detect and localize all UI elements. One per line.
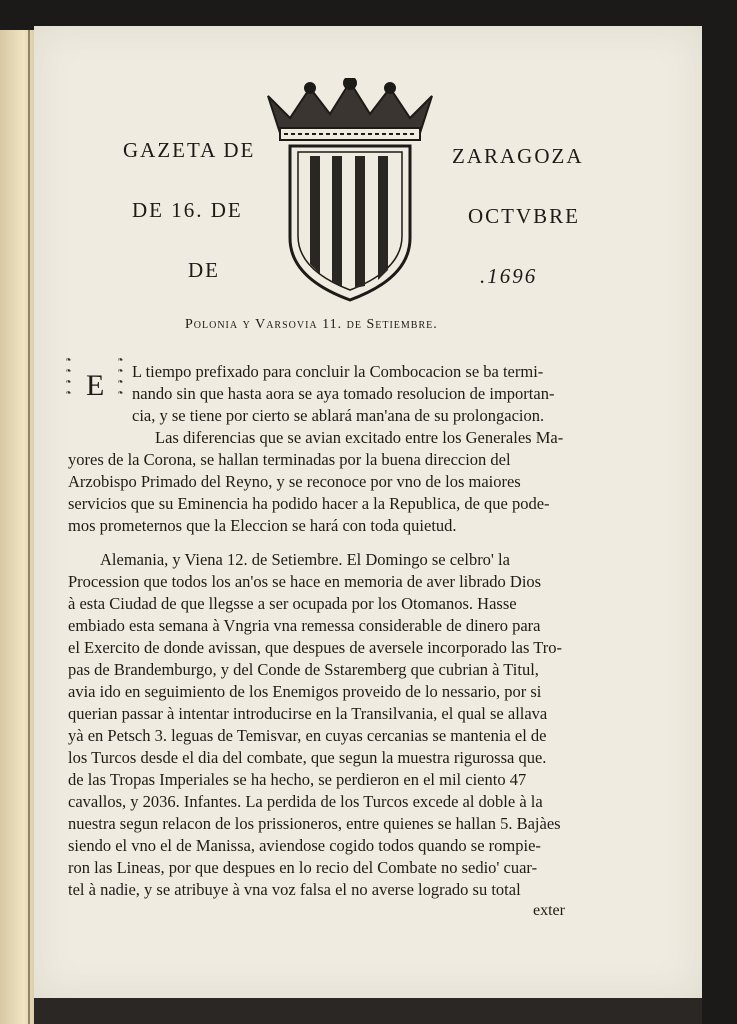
text-line: Procession que todos los an'os se hace en memoria de aver librado Dios <box>68 572 542 591</box>
shield-outline <box>290 146 410 300</box>
text-line: nando sin que hasta aora se aya tomado resolucion de importan- <box>132 384 555 403</box>
page-bottom-edge <box>34 998 702 1024</box>
header-gazeta: GAZETA DE <box>123 138 256 162</box>
text-line: cavallos, y 2036. Infantes. La perdida de los Turcos excede al doble à la <box>68 792 543 811</box>
text-line: el Exercito de donde avissan, que despues de aversele incorporado las Tro- <box>68 638 562 657</box>
crown-icon <box>268 78 432 140</box>
dropcap-letter: E <box>86 369 105 402</box>
text-line: pas de Brandemburgo, y del Conde de Sstaremberg que cubrian à Titul, <box>68 660 539 679</box>
header-zaragoza: ZARAGOZA <box>452 144 584 168</box>
header-year: .1696 <box>480 264 538 288</box>
coat-of-arms-image <box>260 78 440 308</box>
text-line: nuestra segun relacon de los prissioneros, entre quienes se hallan 5. Bajàes <box>68 814 561 833</box>
text-line: ron las Lineas, por que despues en lo recio del Combate no sedio' cuar- <box>68 858 538 877</box>
text-line: embiado esta semana à Vngria vna remessa considerable de dinero para <box>68 616 541 635</box>
text-line: de las Tropas Imperiales se ha hecho, se perdieron en el mil ciento 47 <box>68 770 527 789</box>
catchword: exter <box>533 902 565 919</box>
text-line: querian passar à intentar introducirse en la Transilvania, el qual se allava <box>68 704 548 723</box>
text-line: cia, y se tiene por cierto se ablará man'ana de su prolongacion. <box>132 406 545 425</box>
book-binding-line <box>28 30 30 1024</box>
header-date-day: DE 16. DE <box>132 198 243 222</box>
ornament-right: ❧ ❧ ❧ ❧ <box>118 355 124 398</box>
text-line: L tiempo prefixado para concluir la Combocacion se ba termi- <box>132 362 544 381</box>
header-de: DE <box>188 258 220 282</box>
text-line: mos prometernos que la Eleccion se hará con toda quietud. <box>68 516 457 535</box>
ornamental-initial <box>66 351 130 423</box>
header-month: OCTVBRE <box>468 204 581 228</box>
section-title-polonia: Polonia y Varsovia 11. de Setiembre. <box>185 317 438 332</box>
text-line: tel à nadie, y se atribuye à vna voz falsa el no averse logrado su total <box>68 880 521 899</box>
text-line: Arzobispo Primado del Reyno, y se reconoce por vno de los maiores <box>68 472 521 491</box>
text-line: yores de la Corona, se hallan terminadas por la buena direccion del <box>68 450 511 469</box>
text-line: los Turcos desde el dia del combate, que segun la muestra rigurossa que. <box>68 748 547 767</box>
text-line: siendo el vno el de Manissa, aviendose cogido todos quando se rompie- <box>68 836 541 855</box>
text-line: Alemania, y Viena 12. de Setiembre. El Domingo se celbro' la <box>100 550 510 569</box>
ornament-left: ❧ ❧ ❧ ❧ <box>66 355 72 398</box>
text-line: yà en Petsch 3. leguas de Temisvar, en cuyas cercanias se mantenia el de <box>68 726 547 745</box>
text-line: avia ido en seguimiento de los Enemigos proveido de lo nessario, por si <box>68 682 542 701</box>
text-line: servicios que su Eminencia ha podido hacer a la Republica, de que pode- <box>68 494 550 513</box>
text-line: à esta Ciudad de que llegsse a ser ocupada por los Otomanos. Hasse <box>68 594 517 613</box>
text-line: Las diferencias que se avian excitado entre los Generales Ma- <box>155 428 564 447</box>
